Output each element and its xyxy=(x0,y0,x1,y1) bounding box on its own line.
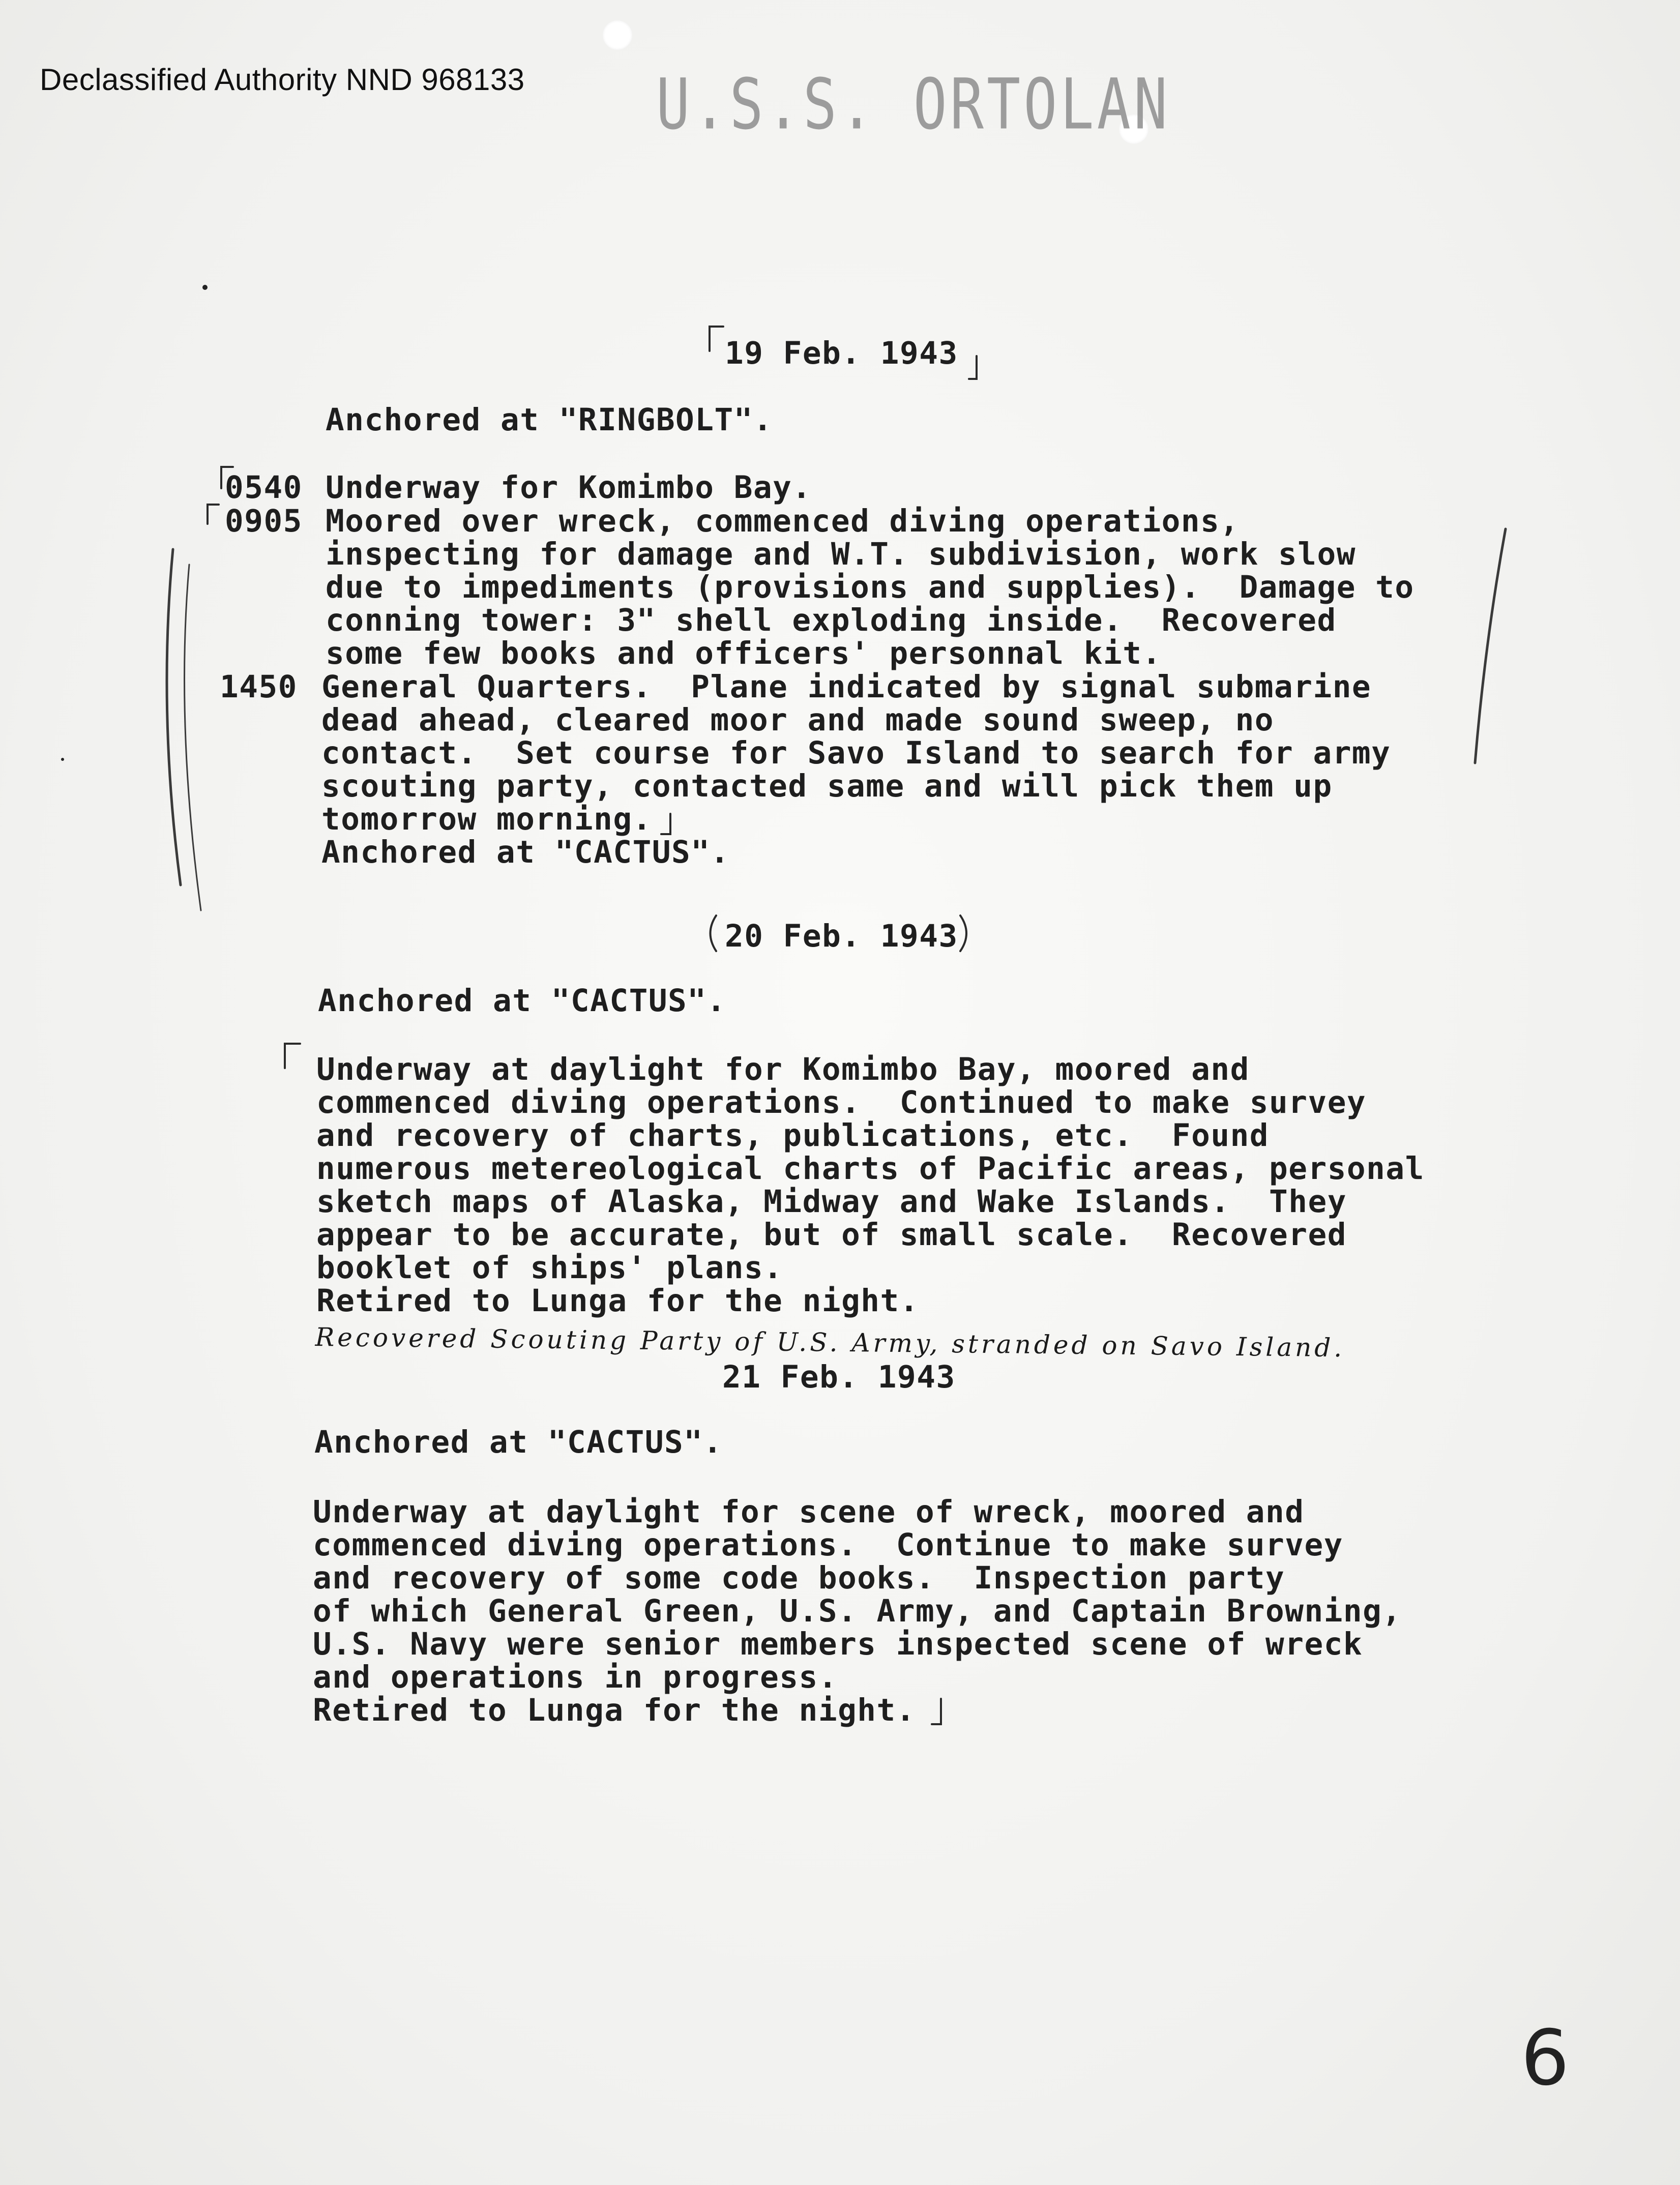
log-line: sketch maps of Alaska, Midway and Wake Islands. They xyxy=(316,1184,1347,1220)
log-line: of which General Green, U.S. Army, and Captain Browning, xyxy=(313,1593,1402,1629)
log-line: Underway at daylight for Komimbo Bay, moored and xyxy=(316,1051,1250,1087)
log-line: appear to be accurate, but of small scale. Recovered xyxy=(316,1217,1347,1253)
log-line: some few books and officers' personnal kit. xyxy=(326,635,1162,671)
log-line: contact. Set course for Savo Island to search for army xyxy=(321,735,1391,771)
page-number: 6 xyxy=(1521,2014,1570,2103)
entry-anchored: Anchored at "CACTUS". xyxy=(314,1424,723,1460)
bracket-mark xyxy=(285,1044,300,1068)
log-line: commenced diving operations. Continue to make survey xyxy=(313,1527,1343,1563)
bracket-mark xyxy=(208,505,219,524)
log-line: inspecting for damage and W.T. subdivision, work slow xyxy=(326,536,1356,572)
bracket-mark xyxy=(221,467,233,488)
entry-anchored: Anchored at "RINGBOLT". xyxy=(326,402,773,438)
declassification-label: Declassified Authority NND 968133 xyxy=(40,63,525,97)
bracket-mark xyxy=(661,814,670,834)
log-line: Retired to Lunga for the night. xyxy=(313,1692,916,1728)
log-line: due to impediments (provisions and supplies). Damage to xyxy=(326,569,1414,605)
log-line: and operations in progress. xyxy=(313,1659,838,1695)
log-line: and recovery of charts, publications, etc. Found xyxy=(316,1117,1270,1154)
ship-stamp: U.S.S. ORTOLAN xyxy=(656,64,1171,145)
margin-line xyxy=(167,549,181,885)
bracket-mark xyxy=(932,1699,941,1724)
bracket-mark xyxy=(969,356,977,379)
entry-date: 20 Feb. 1943 xyxy=(725,918,958,954)
log-line: scouting party, contacted same and will pick them up xyxy=(321,768,1333,804)
log-time: 0905 xyxy=(225,503,303,539)
log-line: U.S. Navy were senior members inspected scene of wreck xyxy=(313,1626,1363,1662)
log-line: Underway for Komimbo Bay. xyxy=(326,469,812,506)
log-line: Retired to Lunga for the night. xyxy=(316,1283,919,1319)
log-time: 1450 xyxy=(220,669,298,705)
log-line: Moored over wreck, commenced diving operations, xyxy=(326,503,1240,539)
entry-date: 21 Feb. 1943 xyxy=(722,1359,956,1395)
entry-anchored: Anchored at "CACTUS". xyxy=(318,983,726,1019)
margin-line xyxy=(1475,529,1506,763)
log-line: General Quarters. Plane indicated by signal submarine xyxy=(321,669,1372,705)
log-line: Underway at daylight for scene of wreck, moored and xyxy=(313,1494,1305,1530)
margin-line xyxy=(185,565,201,910)
log-line: conning tower: 3" shell exploding inside. Recovered xyxy=(326,602,1337,638)
log-line: tomorrow morning. xyxy=(321,801,652,837)
log-line: dead ahead, cleared moor and made sound sweep, no xyxy=(321,702,1275,738)
bracket-mark xyxy=(710,327,723,351)
handwritten-note: Recovered Scouting Party of U.S. Army, stranded on Savo Island. xyxy=(315,1322,1345,1363)
log-line: Anchored at "CACTUS". xyxy=(321,834,730,870)
log-line: booklet of ships' plans. xyxy=(316,1250,783,1286)
paren-mark xyxy=(960,916,966,951)
log-time: 0540 xyxy=(225,469,303,506)
entry-date: 19 Feb. 1943 xyxy=(725,335,958,371)
log-line: and recovery of some code books. Inspection party xyxy=(313,1560,1285,1596)
log-line: numerous metereological charts of Pacific areas, personal xyxy=(316,1150,1425,1187)
paren-mark xyxy=(711,916,717,951)
log-line: commenced diving operations. Continued to make survey xyxy=(316,1084,1367,1120)
